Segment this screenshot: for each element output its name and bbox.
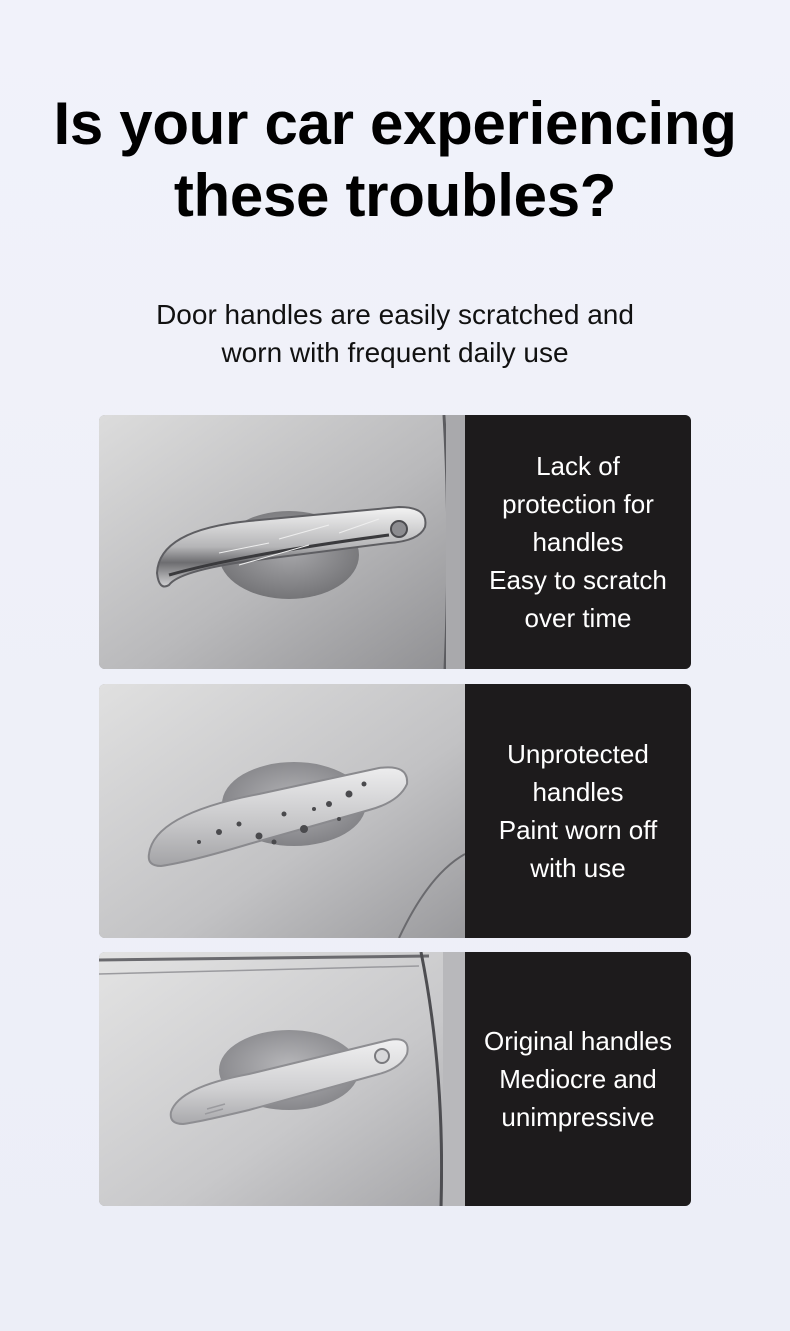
- caption-panel-2: [465, 684, 691, 938]
- scratched-handle-photo: [99, 415, 465, 669]
- caption-text-2: [495, 735, 662, 887]
- caption-3-line-2: Mediocre and: [499, 1064, 657, 1094]
- caption-3-line-3: unimpressive: [501, 1102, 655, 1132]
- caption-panel-1: [465, 415, 691, 669]
- caption-text-1: [485, 447, 671, 637]
- subtitle-line-1: Door handles are easily scratched and: [156, 299, 634, 330]
- problem-card-paint-worn: [99, 684, 691, 938]
- caption-2-line-1: Unprotected: [507, 739, 649, 769]
- caption-2-line-2: handles: [532, 777, 624, 807]
- title-line-1: Is your car experiencing: [53, 90, 737, 157]
- caption-1-line-5: over time: [524, 603, 632, 633]
- caption-2-line-3: Paint worn off: [498, 815, 658, 845]
- page-title: [0, 88, 790, 232]
- caption-text-3: [480, 1022, 676, 1136]
- caption-2-line-4: with use: [530, 853, 626, 883]
- caption-3-line-1: Original handles: [484, 1026, 672, 1056]
- original-handle-photo: [99, 952, 465, 1206]
- caption-1-line-4: Easy to scratch: [489, 565, 667, 595]
- caption-panel-3: [465, 952, 691, 1206]
- subtitle-line-2: worn with frequent daily use: [221, 337, 569, 368]
- caption-1-line-2: protection for: [502, 489, 654, 519]
- caption-1-line-1: Lack of: [536, 451, 620, 481]
- paint-worn-handle-photo: [99, 684, 465, 938]
- problem-card-scratch: [99, 415, 691, 669]
- problem-card-original: [99, 952, 691, 1206]
- caption-1-line-3: handles: [532, 527, 624, 557]
- title-line-2: these troubles?: [173, 162, 617, 229]
- page-subtitle: [0, 296, 790, 372]
